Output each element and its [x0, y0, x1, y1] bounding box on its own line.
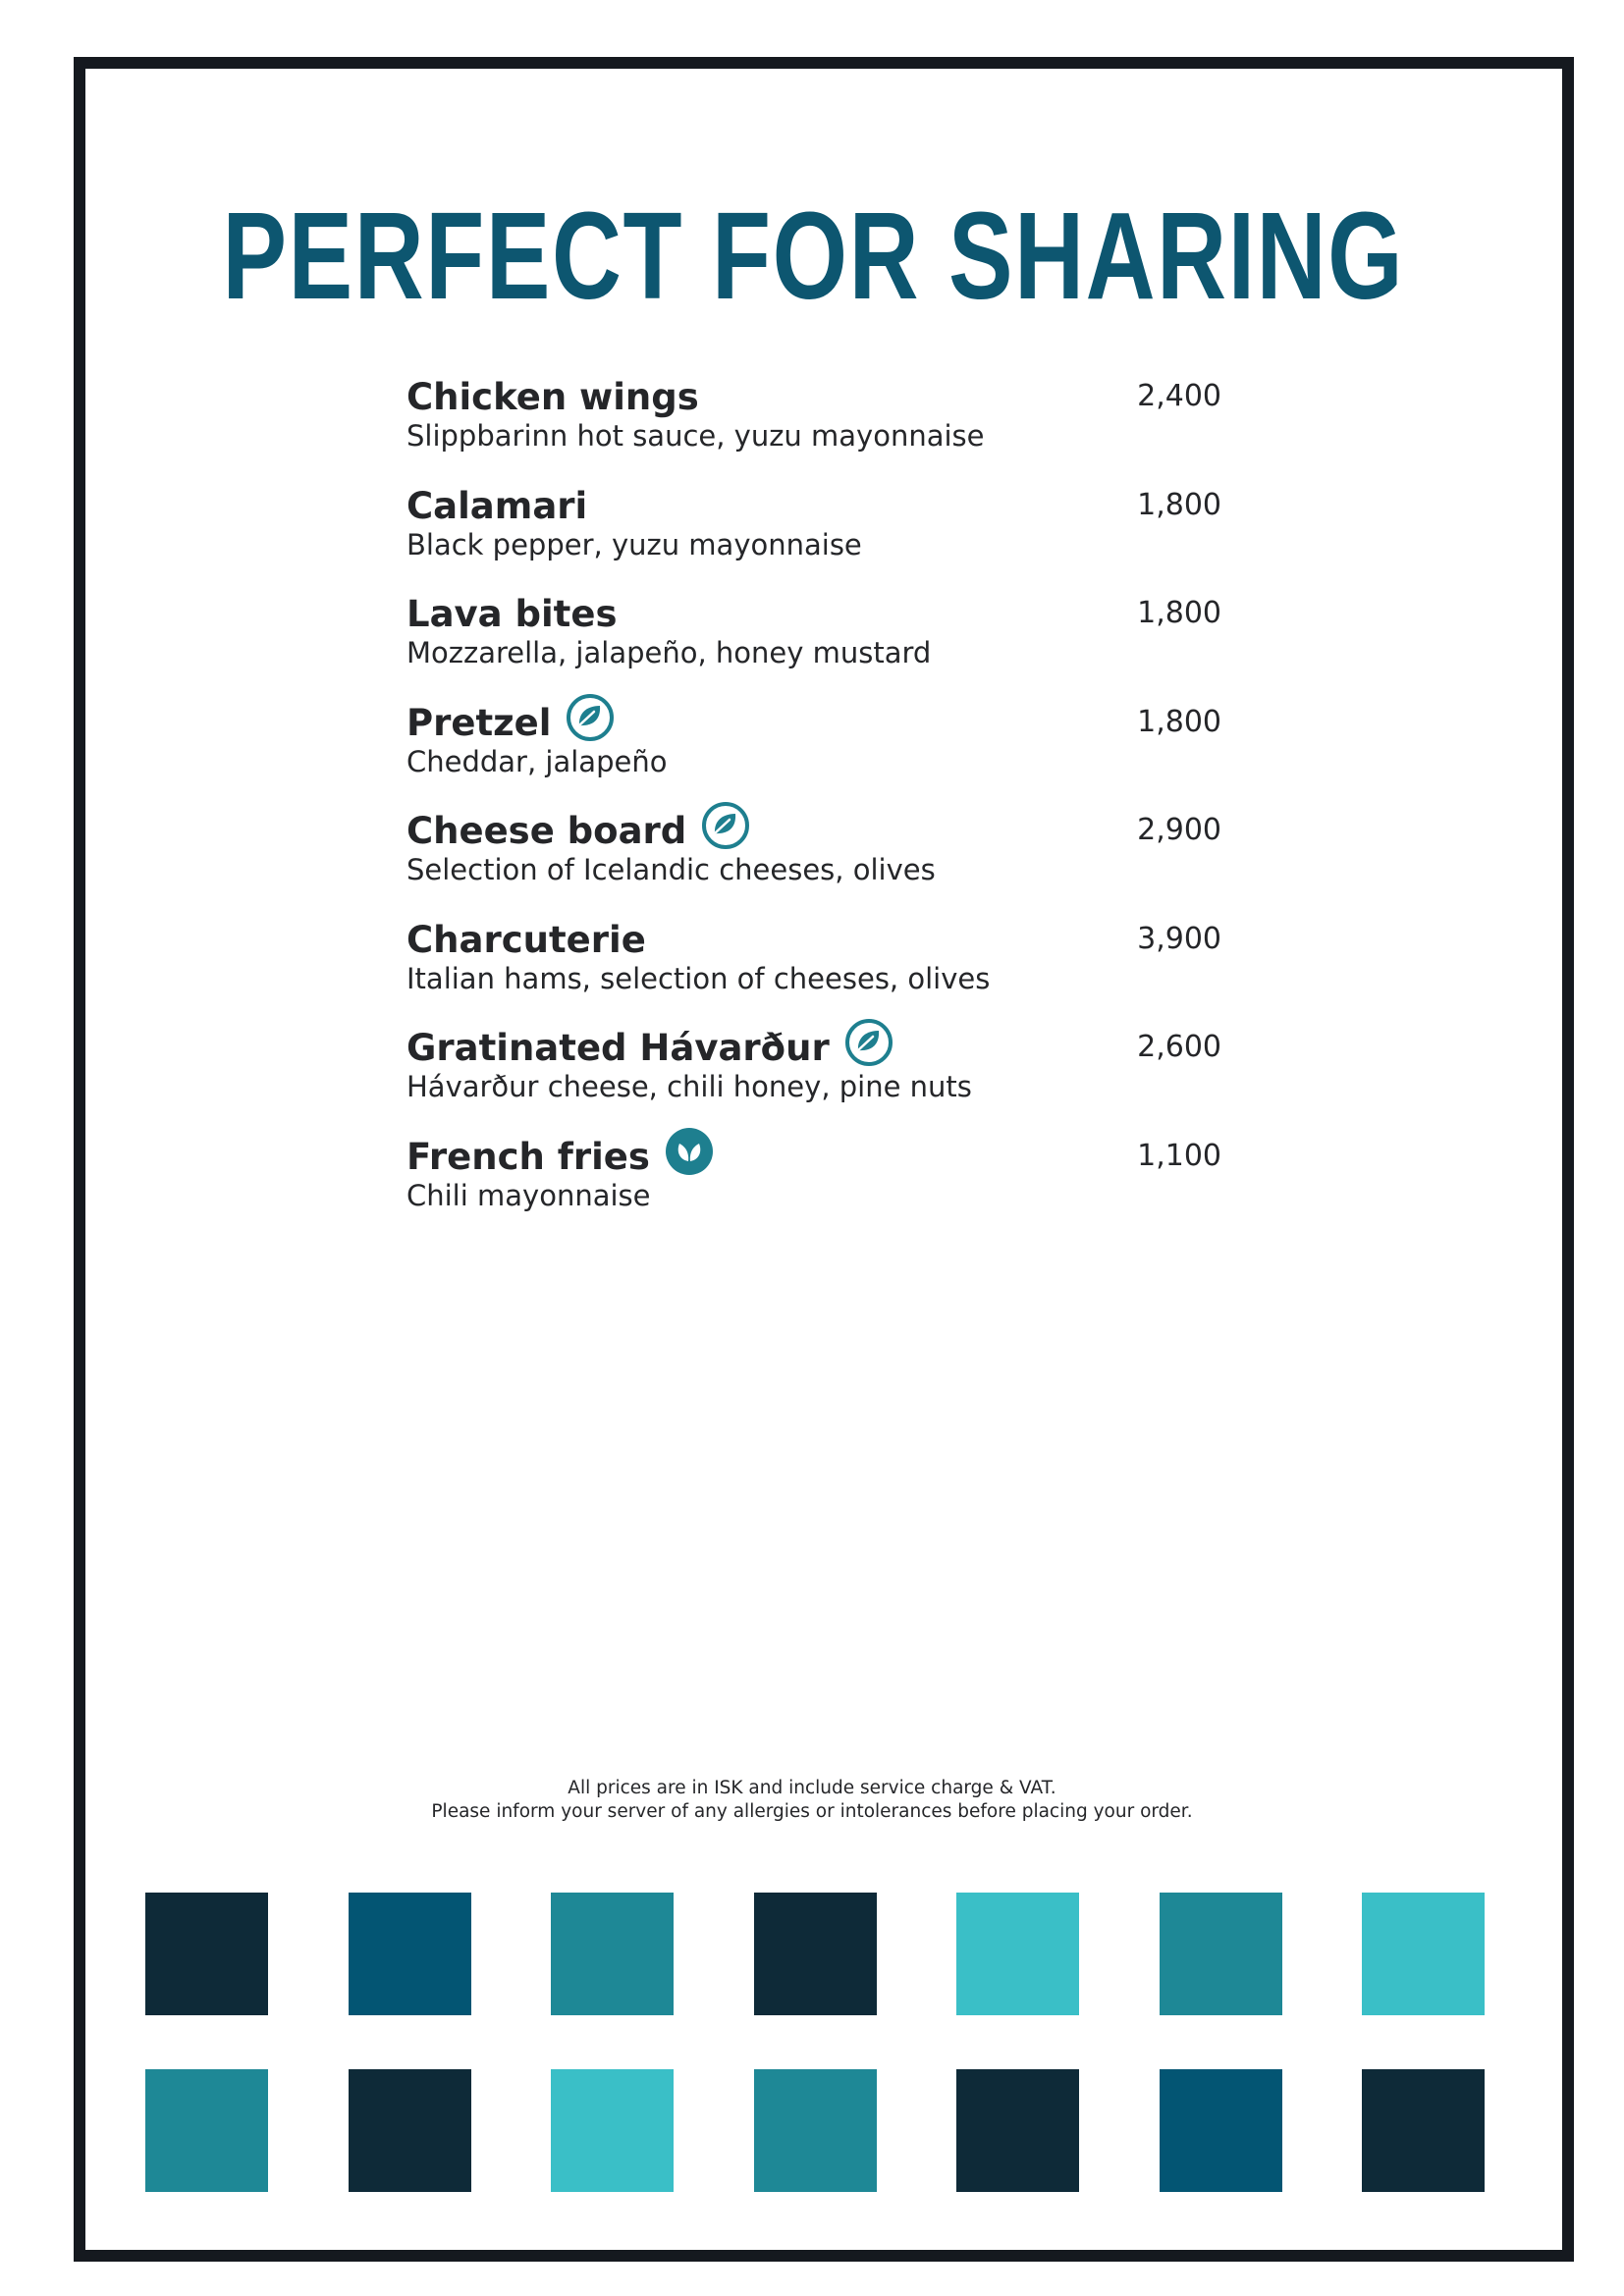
menu-item-price: 1,100 — [1137, 1138, 1221, 1173]
menu-item — [406, 699, 1221, 808]
menu-item-description: Hávarður cheese, chili honey, pine nuts — [406, 1070, 972, 1103]
menu-item — [406, 590, 1221, 699]
menu-item-price: 2,900 — [1137, 813, 1221, 847]
color-swatch — [754, 2069, 877, 2192]
footer-prices-note: All prices are in ISK and include service charge & VAT. — [568, 1778, 1056, 1798]
color-swatch — [956, 1893, 1079, 2015]
color-swatch — [1160, 2069, 1282, 2192]
menu-item-name: Chicken wings — [406, 376, 699, 418]
color-swatch — [1160, 1893, 1282, 2015]
vegan-leaf-icon — [664, 1126, 715, 1177]
color-swatch — [145, 2069, 268, 2192]
menu-item-header — [406, 373, 1221, 422]
menu-item-name: Lava bites — [406, 593, 618, 635]
menu-item-name: Gratinated Hávarður — [406, 1027, 830, 1069]
menu-item-name: Cheese board — [406, 810, 687, 852]
menu-list — [406, 373, 1221, 1241]
menu-item-header — [406, 916, 1221, 965]
menu-item-header — [406, 1024, 1221, 1073]
menu-item-header — [406, 590, 1221, 639]
menu-item-header — [406, 1133, 1221, 1182]
footer-allergy-note: Please inform your server of any allergies or intolerances before placing your order. — [431, 1801, 1193, 1822]
color-swatch — [349, 2069, 471, 2192]
menu-item — [406, 1133, 1221, 1242]
menu-item-price: 2,400 — [1137, 379, 1221, 413]
vegetarian-leaf-icon — [700, 800, 751, 851]
menu-item-description: Italian hams, selection of cheeses, olives — [406, 961, 991, 995]
vegetarian-leaf-icon — [565, 692, 616, 743]
color-swatch — [145, 1893, 268, 2015]
color-swatch — [349, 1893, 471, 2015]
menu-item-price: 2,600 — [1137, 1030, 1221, 1064]
menu-item-name: Calamari — [406, 484, 588, 527]
color-swatch — [1362, 2069, 1485, 2192]
menu-item — [406, 1024, 1221, 1133]
menu-item-price: 1,800 — [1137, 487, 1221, 522]
color-swatch — [754, 1893, 877, 2015]
menu-item-description: Cheddar, jalapeño — [406, 744, 668, 778]
menu-item-price: 1,800 — [1137, 596, 1221, 630]
menu-item-price: 3,900 — [1137, 921, 1221, 956]
menu-item-description: Chili mayonnaise — [406, 1178, 651, 1212]
color-swatch — [1362, 1893, 1485, 2015]
color-swatch — [551, 2069, 674, 2192]
menu-item — [406, 482, 1221, 591]
page-title: PERFECT FOR SHARING — [222, 187, 1405, 325]
menu-item-price: 1,800 — [1137, 704, 1221, 739]
menu-item-description: Mozzarella, jalapeño, honey mustard — [406, 636, 932, 669]
menu-item-name: Charcuterie — [406, 918, 646, 961]
menu-item-description: Slippbarinn hot sauce, yuzu mayonnaise — [406, 419, 985, 453]
menu-item-name: French fries — [406, 1135, 650, 1178]
menu-item — [406, 373, 1221, 482]
menu-item-name: Pretzel — [406, 701, 552, 744]
menu-item — [406, 807, 1221, 916]
menu-item-header — [406, 807, 1221, 856]
menu-item-description: Black pepper, yuzu mayonnaise — [406, 527, 862, 561]
menu-item-header — [406, 482, 1221, 531]
menu-item-header — [406, 699, 1221, 748]
menu-item-description: Selection of Icelandic cheeses, olives — [406, 853, 936, 886]
color-swatch — [956, 2069, 1079, 2192]
menu-item — [406, 916, 1221, 1025]
color-swatch — [551, 1893, 674, 2015]
vegetarian-leaf-icon — [843, 1017, 894, 1068]
